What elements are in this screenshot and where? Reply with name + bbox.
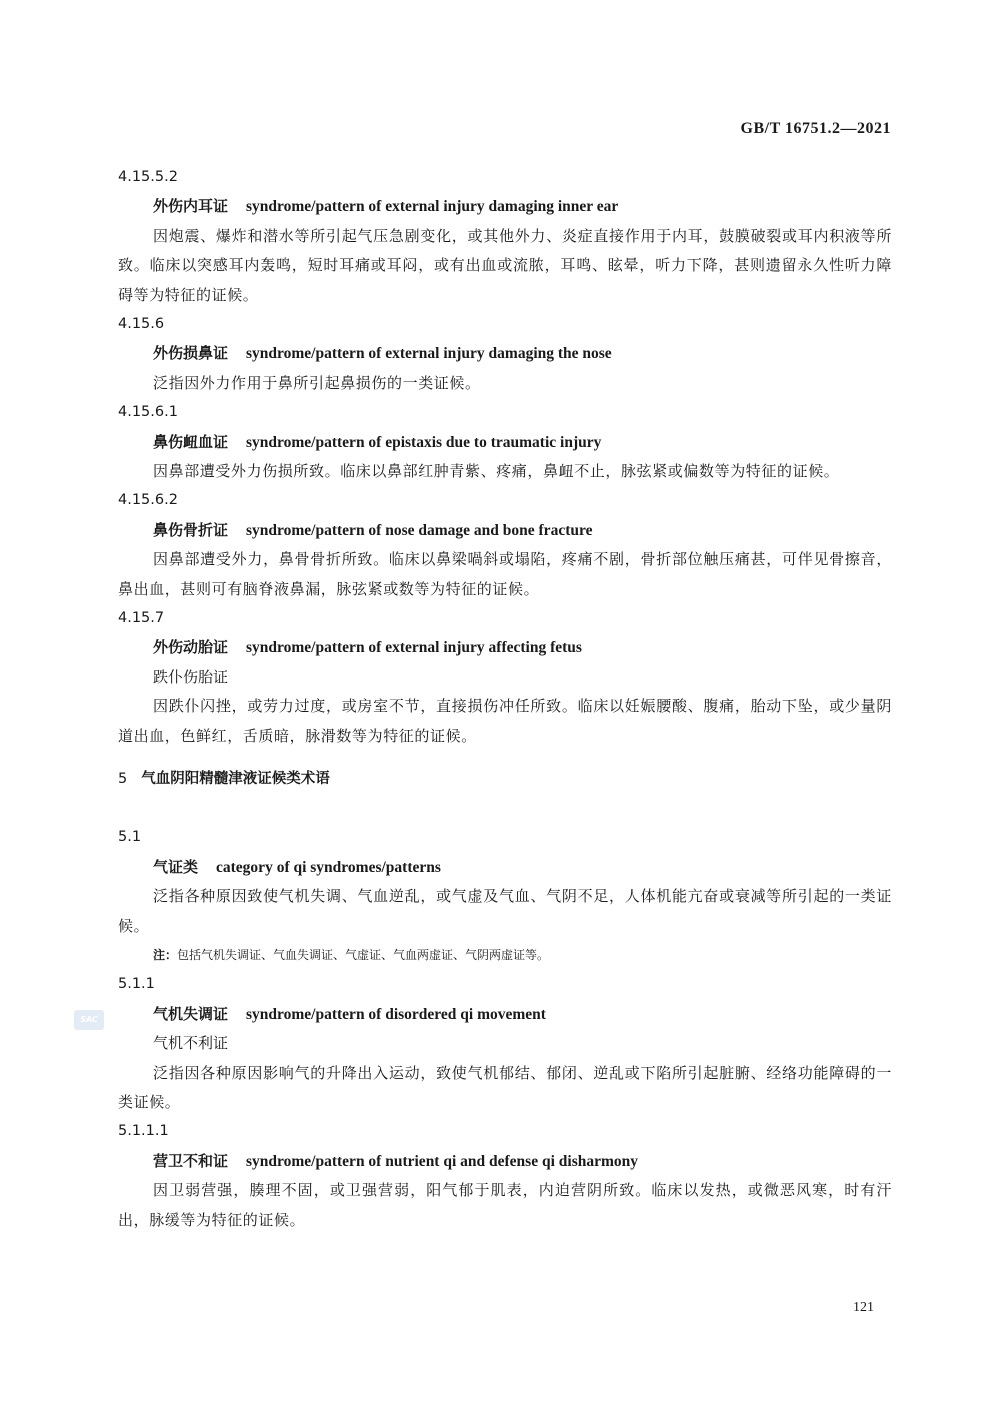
- term-en: syndrome/pattern of external injury damaging the nose: [246, 345, 612, 363]
- term-en: syndrome/pattern of nutrient qi and defense qi disharmony: [246, 1152, 639, 1170]
- term-en: syndrome/pattern of disordered qi movement: [246, 1005, 546, 1023]
- chapter-title: 气血阴阳精髓津液证候类术语: [141, 770, 330, 787]
- section-number: 5.1.1: [118, 976, 155, 993]
- section-number: 5.1: [118, 829, 142, 846]
- term-en: syndrome/pattern of external injury affecting fetus: [246, 639, 582, 657]
- synonym: 跌仆伤胎证: [153, 667, 229, 686]
- term-zh: 鼻伤骨折证: [153, 520, 229, 539]
- term-en: category of qi syndromes/patterns: [216, 858, 441, 876]
- synonym: 气机不利证: [153, 1034, 229, 1053]
- section-number: 4.15.6: [118, 316, 165, 332]
- term-heading: [118, 192, 892, 221]
- term-heading: [118, 1000, 892, 1029]
- definition: 因鼻部遭受外力，鼻骨骨折所致。临床以鼻梁喎斜或塌陷，疼痛不剧，骨折部位触压痛甚，可伴见骨擦音，鼻出血，甚则可有脑脊液鼻漏，脉弦紧或数等为特征的证候。: [118, 550, 892, 598]
- document-body: [118, 163, 892, 1235]
- section-number: 4.15.7: [118, 609, 165, 626]
- definition: 泛指因外力作用于鼻所引起鼻损伤的一类证候。: [153, 373, 481, 392]
- section-number: 4.15.6.2: [118, 492, 178, 509]
- term-heading: [118, 1147, 892, 1176]
- term-zh: 外伤损鼻证: [153, 344, 229, 363]
- definition: 因跌仆闪挫，或劳力过度，或房室不节，直接损伤冲任所致。临床以妊娠腰酸、腹痛，胎动下坠，或少量阴道出血，色鲜红，舌质暗，脉滑数等为特征的证候。: [118, 697, 892, 745]
- term-zh: 鼻伤衄血证: [153, 432, 229, 451]
- definition: 泛指各种原因致使气机失调、气血逆乱，或气虚及气血、气阴不足，人体机能亢奋或衰减等所引起的一类证候。: [118, 887, 892, 935]
- term-heading: [118, 853, 892, 882]
- definition: 泛指因各种原因影响气的升降出入运动，致使气机郁结、郁闭、逆乱或下陷所引起脏腑、经络功能障碍的一类证候。: [118, 1063, 892, 1111]
- term-zh: 外伤内耳证: [153, 197, 229, 216]
- term-zh: 外伤动胎证: [153, 638, 229, 657]
- note: [118, 941, 892, 970]
- term-en: syndrome/pattern of external injury damaging inner ear: [246, 198, 619, 216]
- term-zh: 气机失调证: [153, 1004, 229, 1023]
- sac-watermark-logo: SAC: [74, 1010, 104, 1030]
- term-heading: [118, 633, 892, 662]
- term-zh: 营卫不和证: [153, 1151, 229, 1170]
- term-en: syndrome/pattern of epistaxis due to traumatic injury: [246, 433, 602, 451]
- definition: 因鼻部遭受外力伤损所致。临床以鼻部红肿青紫、疼痛，鼻衄不止，脉弦紧或偏数等为特征的证候。: [153, 461, 840, 480]
- term-heading: [118, 339, 892, 368]
- note-label: 注：: [153, 947, 178, 962]
- section-number: 5.1.1.1: [118, 1123, 169, 1140]
- definition: 因炮震、爆炸和潜水等所引起气压急剧变化，或其他外力、炎症直接作用于内耳，鼓膜破裂或耳内积液等所致。临床以突感耳内轰鸣，短时耳痛或耳闷，或有出血或流脓，耳鸣、眩晕，听力下降，甚则遗留永久性听力障碍等为特征的证候。: [118, 226, 892, 304]
- term-heading: [118, 428, 892, 457]
- page-number: 121: [853, 1300, 874, 1315]
- chapter-heading: [118, 765, 892, 794]
- definition: 因卫弱营强，腠理不固，或卫强营弱，阳气郁于肌表，内迫营阴所致。临床以发热，或微恶风寒，时有汗出，脉缓等为特征的证候。: [118, 1181, 892, 1229]
- standard-code: GB/T 16751.2—2021: [740, 120, 891, 137]
- section-number: 4.15.5.2: [118, 169, 178, 185]
- chapter-number: 5: [118, 770, 128, 787]
- term-zh: 气证类: [153, 857, 199, 876]
- note-text: 包括气机失调证、气血失调证、气虚证、气血两虚证、气阴两虚证等。: [177, 947, 550, 962]
- term-heading: [118, 516, 892, 545]
- term-en: syndrome/pattern of nose damage and bone fracture: [246, 521, 593, 539]
- section-number: 4.15.6.1: [118, 404, 178, 421]
